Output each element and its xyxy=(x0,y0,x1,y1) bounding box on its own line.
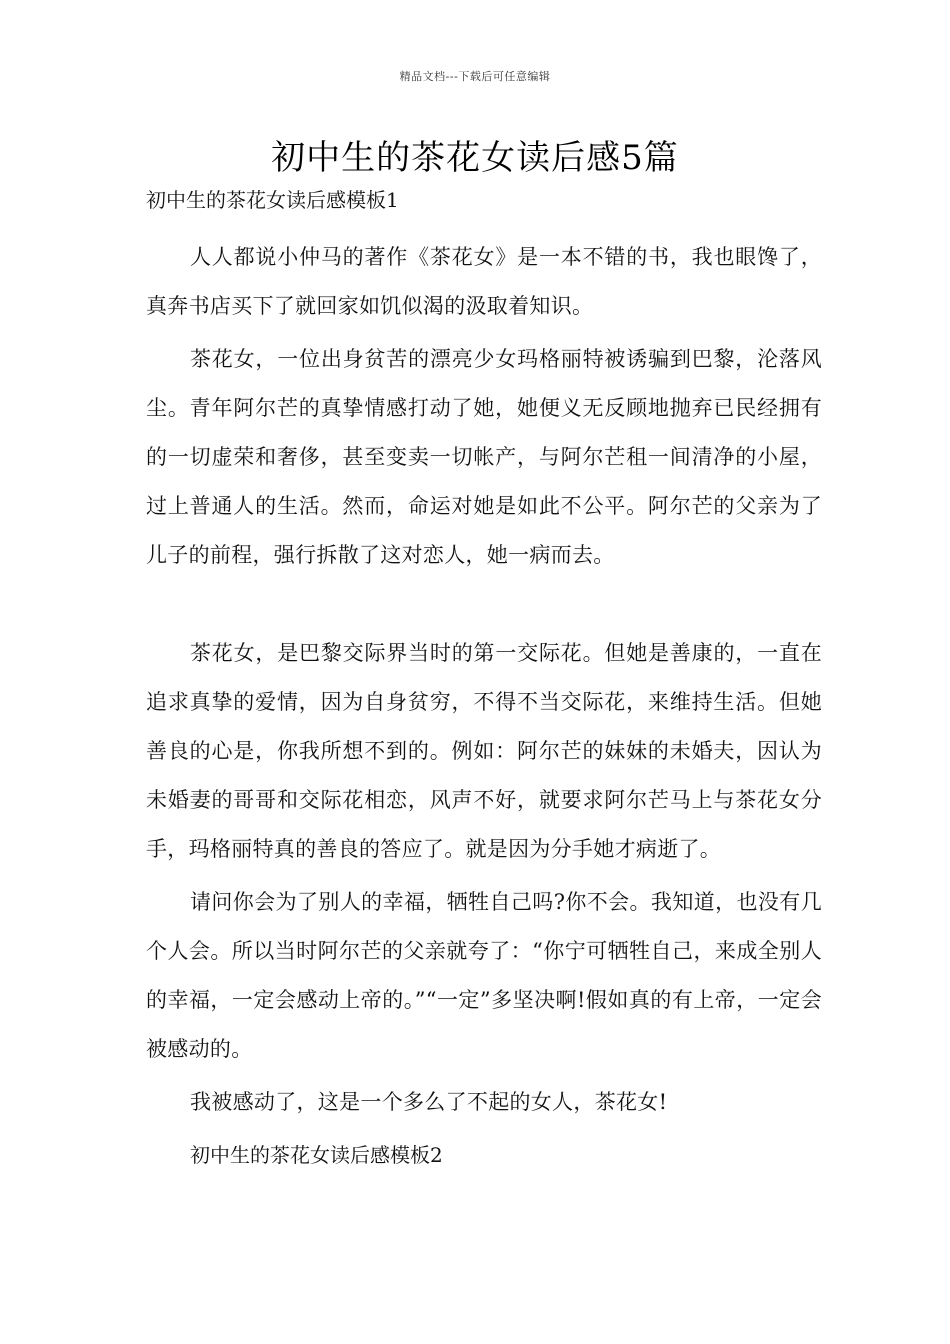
document-body xyxy=(146,182,822,1180)
paragraph-3: 茶花女，是巴黎交际界当时的第一交际花。但她是善康的，一直在追求真挚的爱情，因为自身贫穷，不得不当交际花，来维持生活。但她善良的心是，你我所想不到的。例如：阿尔芒的妹妹的未婚夫，因认为未婚妻的哥哥和交际花相恋，风声不好，就要求阿尔芒马上与茶花女分手，玛格丽特真的善良的答应了。就是因为分手她才病逝了。 xyxy=(146,641,822,861)
paragraph-5: 我被感动了，这是一个多么了不起的女人，茶花女! xyxy=(190,1090,668,1114)
paragraph-4: 请问你会为了别人的幸福，牺牲自己吗?你不会。我知道，也没有几个人会。所以当时阿尔芒的父亲就夸了：“你宁可牺牲自己，来成全别人的幸福，一定会感动上帝的。”“一定”多坚决啊!假如真的有上帝，一定会被感动的。 xyxy=(146,890,822,1061)
page-title: 初中生的茶花女读后感5篇 xyxy=(271,138,679,178)
header-note: 精品文档---下载后可任意编辑 xyxy=(399,70,551,83)
paragraph-2: 茶花女，一位出身贫苦的漂亮少女玛格丽特被诱骗到巴黎，沦落风尘。青年阿尔芒的真挚情感打动了她，她便义无反顾地抛弃已民经拥有的一切虚荣和奢侈，甚至变卖一切帐产，与阿尔芒租一间清净的小屋，过上普通人的生活。然而，命运对她是如此不公平。阿尔芒的父亲为了儿子的前程，强行拆散了这对恋人，她一病而去。 xyxy=(146,347,822,567)
paragraph-spacer xyxy=(146,580,822,629)
section-heading-1: 初中生的茶花女读后感模板1 xyxy=(146,188,399,212)
section-heading-2: 初中生的茶花女读后感模板2 xyxy=(190,1143,443,1167)
paragraph-1: 人人都说小仲马的著作《茶花女》是一本不错的书，我也眼馋了，真奔书店买下了就回家如饥似渴的汲取着知识。 xyxy=(146,245,822,318)
